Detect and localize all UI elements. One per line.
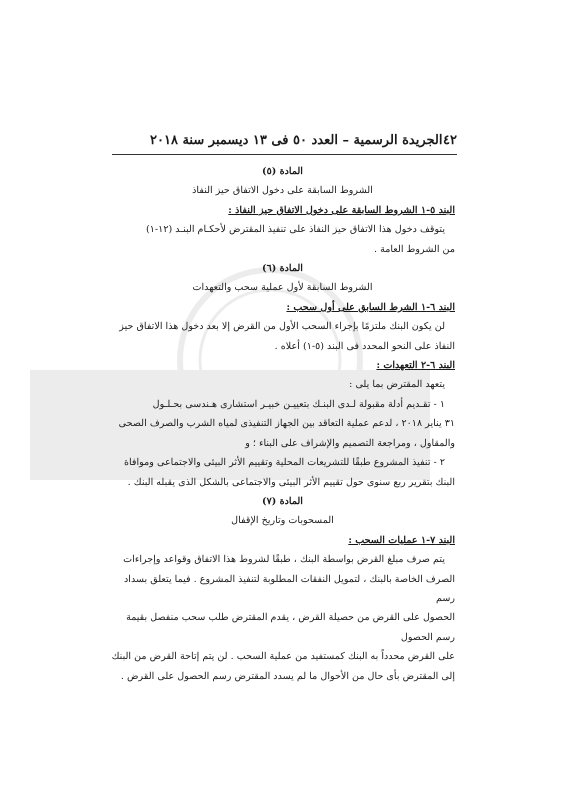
clause-5-1-heading: البند ٥-١ الشروط السابقة على دخول الاتفاق حيز النفاذ : xyxy=(228,204,455,216)
article-5-title: المادة (٥) xyxy=(262,166,303,177)
undertaking-1-line2: ٣١ يناير ٢٠١٨ ، لدعم عملية التعاقد بين الجهاز التنفيذى لمياه الشرب والصرف الصحى xyxy=(118,418,455,430)
undertaking-2-line2: البنك بتقرير ربع سنوى حول تقييم الأثر البيئى والاجتماعى بالشكل الذى يقبله البنك . xyxy=(127,476,455,488)
clause-6-1-heading: البند ٦-١ الشرط السابق على أول سحب : xyxy=(286,301,455,313)
undertaking-2-line1: ٢ - تنفيذ المشروع طبقًا للتشريعات المحلية وتقييم الأثر البيئى والاجتماعى وموافاة xyxy=(123,457,445,469)
article-7-title: المادة (٧) xyxy=(262,495,303,507)
article-6-subtitle: الشروط السابقة لأول عملية سحب والتعهدات xyxy=(192,282,373,294)
clause-6-2-heading: البند ٦-٢ التعهدات : xyxy=(376,360,455,372)
clause-7-1-text-line4: على القرض محدداً به البنك كمستفيد من عملية السحب . لن يتم إتاحة القرض من البنك xyxy=(111,651,455,663)
clause-7-1-text-line5: إلى المقترض بأى حال من الأحوال ما لم يسدد المقترض رسم الحصول على القرض . xyxy=(120,670,455,682)
article-7-subtitle: المسحوبات وتاريخ الإقفال xyxy=(231,515,334,527)
document-body xyxy=(110,162,455,686)
clause-7-1-text-line3: الحصول على القرض من حصيلة القرض ، يقدم المقترض طلب سحب منفصل بقيمة رسم الحصول xyxy=(126,612,455,643)
clause-6-2-intro: يتعهد المقترض بما يلى : xyxy=(349,379,445,391)
undertaking-1-line3: والمقاول ، ومراجعة التصميم والإشراف على البناء ؛ و xyxy=(245,437,455,449)
article-6-title: المادة (٦) xyxy=(262,263,303,275)
clause-6-1-text-line2: النفاذ على النحو المحدد فى البند (٥-١) أعلاه . xyxy=(274,340,455,352)
clause-6-1-text-line1: لن يكون البنك ملتزمًا بإجراء السحب الأول من القرض إلا بعد دخول هذا الاتفاق حيز xyxy=(119,321,445,333)
clause-7-1-text-line2: الصرف الخاصة بالبنك ، لتمويل النفقات المطلوبة لتنفيذ المشروع . فيما يتعلق بسداد رسم xyxy=(124,573,455,604)
page-number: ٤٢ xyxy=(443,133,457,148)
header-divider xyxy=(112,154,457,155)
article-5-subtitle: الشروط السابقة على دخول الاتفاق حيز النفاذ xyxy=(192,185,373,197)
page-header xyxy=(150,133,457,148)
undertaking-1-line1: ١ - تقـديم أدلة مقبولة لـدى البنـك بتعييـن خبيـر استشارى هـندسى بحـلـول xyxy=(152,398,445,410)
gazette-title: الجريدة الرسمية – العدد ٥٠ فى ١٣ ديسمبر سنة ٢٠١٨ xyxy=(150,133,443,148)
clause-7-1-heading: البند ٧-١ عمليات السحب : xyxy=(348,534,455,546)
clause-5-1-text-line2: من الشروط العامة . xyxy=(373,243,455,255)
clause-5-1-text-line1: يتوقف دخول هذا الاتفاق حيز النفاذ على تنفيذ المقترض لأحكـام البنـد (١٢-١) xyxy=(146,224,445,236)
clause-7-1-text-line1: يتم صرف مبلغ القرض بواسطة البنك ، طبقًا لشروط هذا الاتفاق وقواعد وإجراءات xyxy=(123,554,445,566)
